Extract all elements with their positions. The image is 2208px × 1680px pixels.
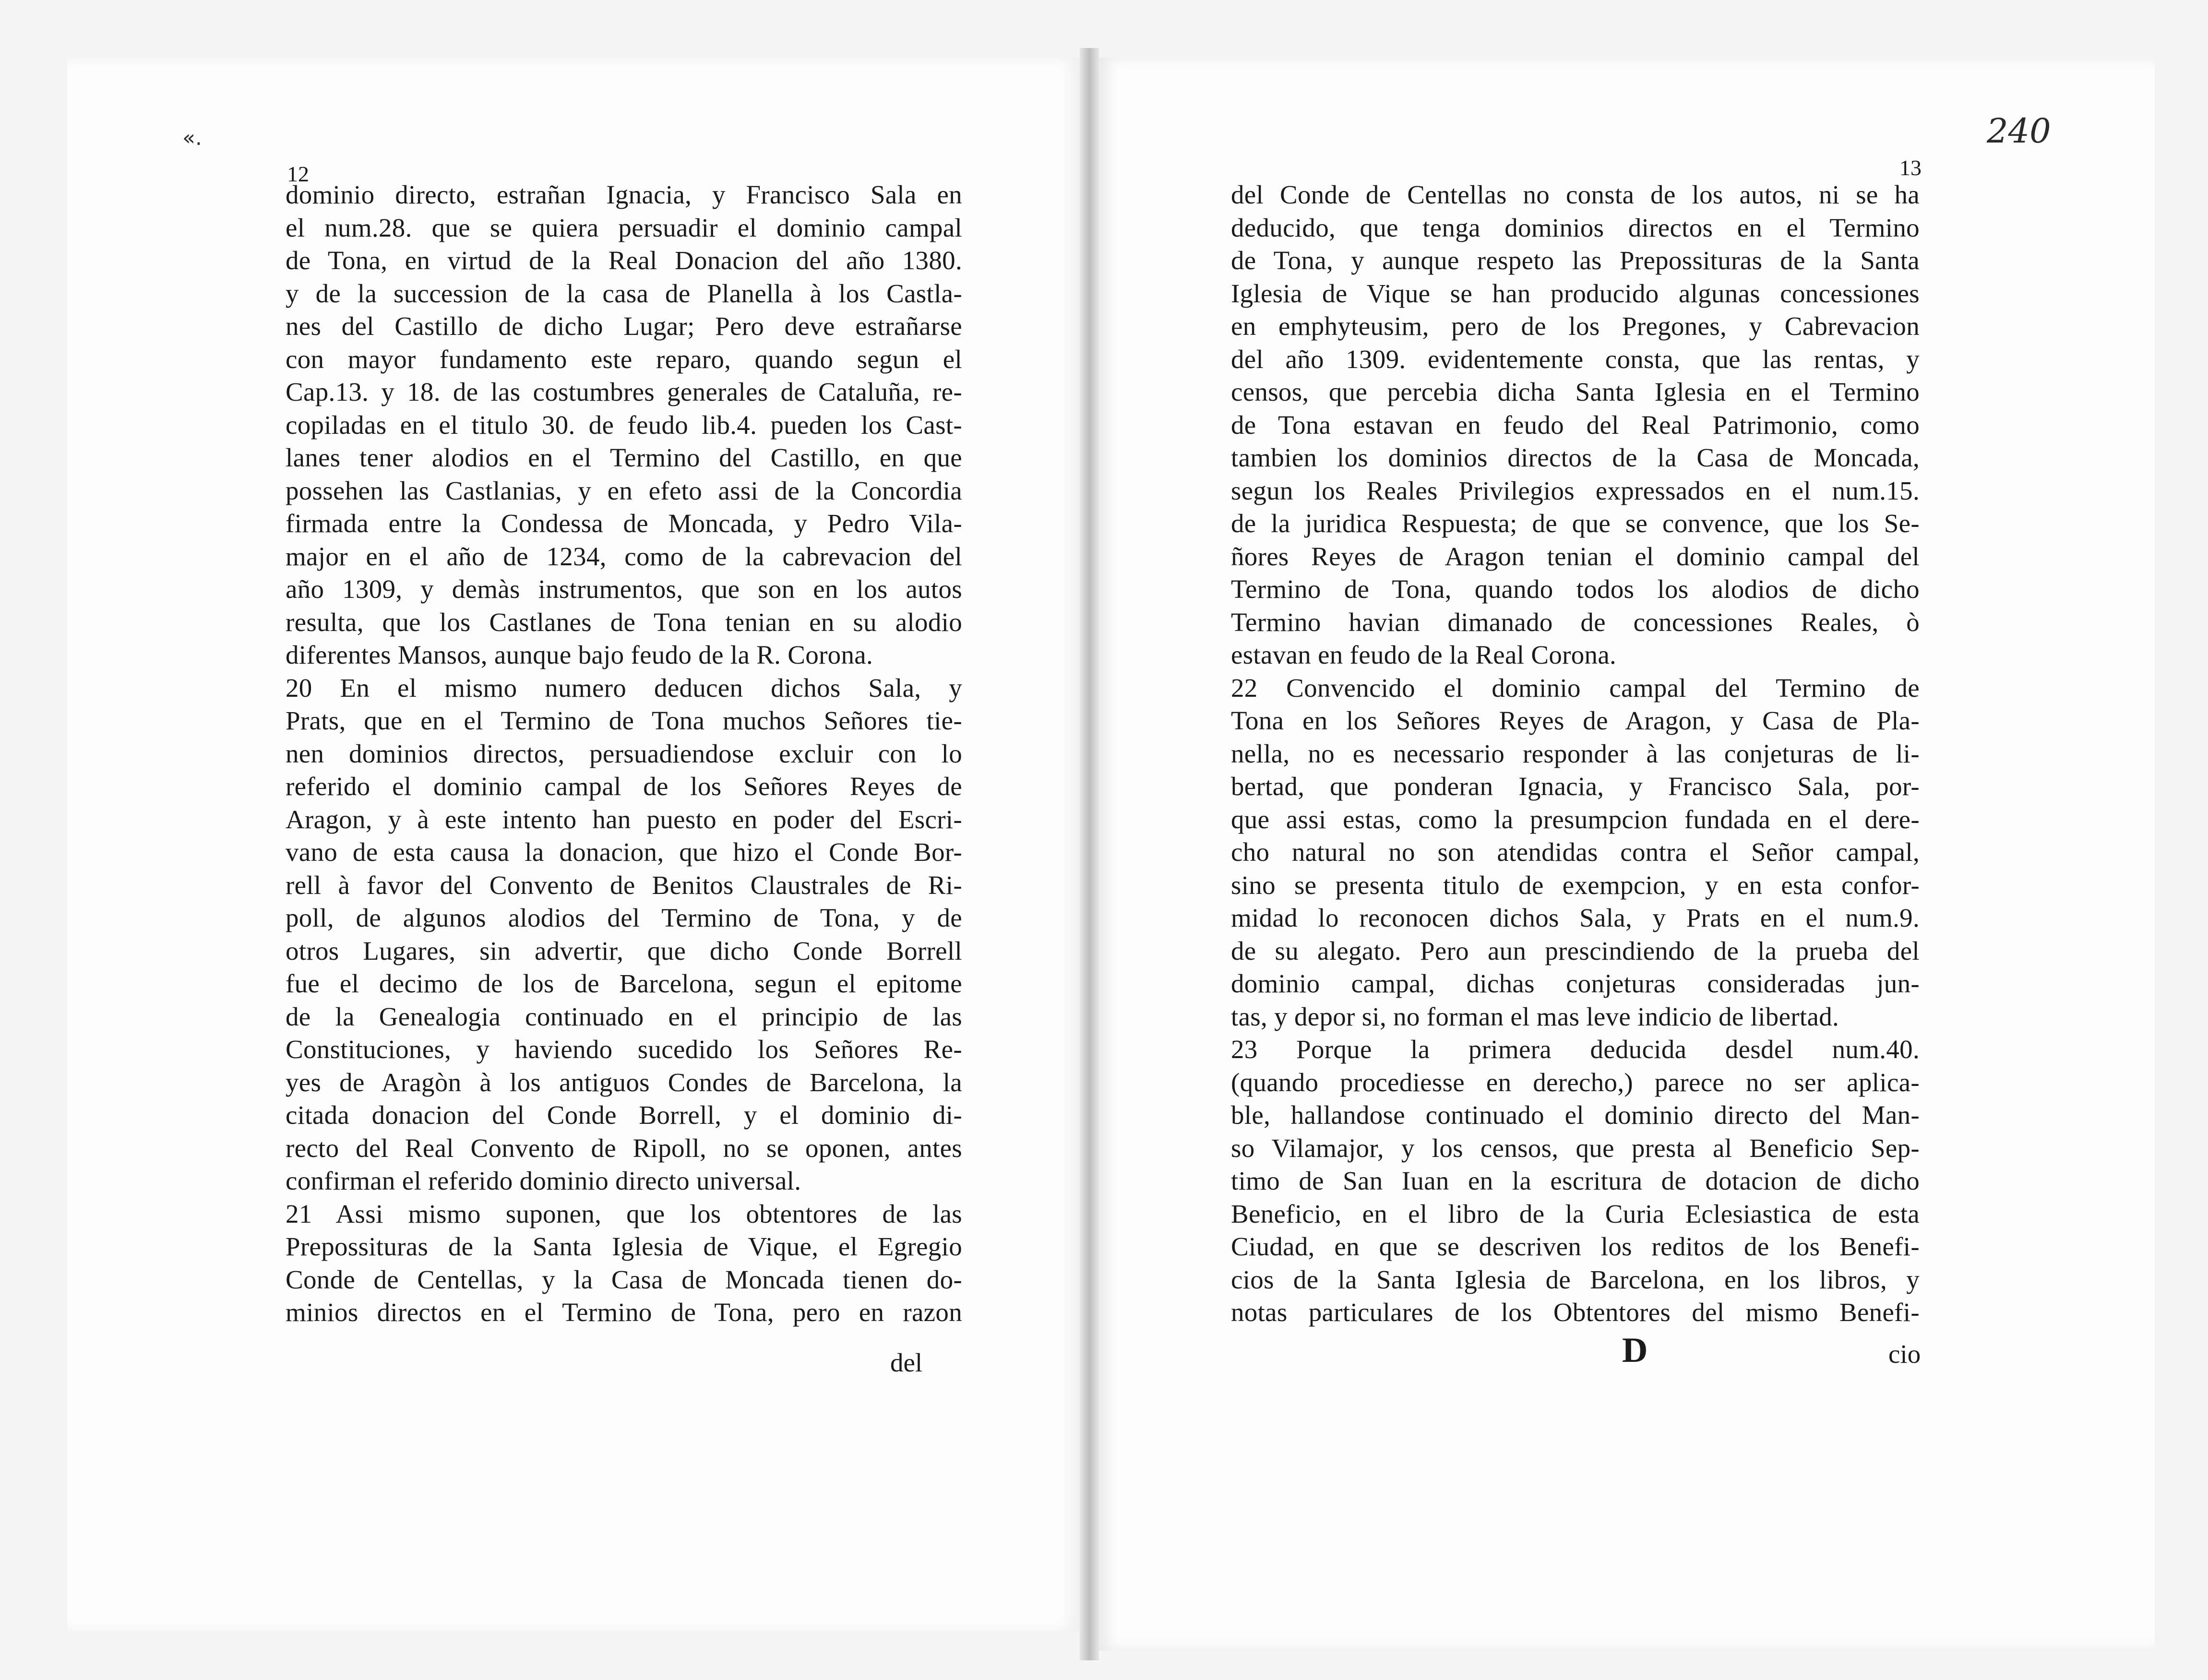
signature-mark: D xyxy=(1622,1331,1648,1370)
text-line: firmada entre la Condessa de Moncada, y Pedro Vila- xyxy=(286,509,962,538)
left-catchword: del xyxy=(890,1348,923,1377)
text-line: año 1309, y demàs instrumentos, que son en los autos xyxy=(286,574,962,604)
text-line: ble, hallandose continuado el dominio directo del Man- xyxy=(1231,1100,1920,1130)
text-line: citada donacion del Conde Borrell, y el dominio di- xyxy=(286,1100,962,1130)
text-line: notas particulares de los Obtentores del mismo Benefi- xyxy=(1231,1298,1920,1327)
text-line: timo de San Iuan en la escritura de dotacion de dicho xyxy=(1231,1166,1920,1195)
text-line: fue el decimo de los de Barcelona, segun el epitome xyxy=(286,969,962,998)
text-line: de Tona, en virtud de la Real Donacion del año 1380. xyxy=(286,246,962,275)
text-line: del Conde de Centellas no consta de los autos, ni se ha xyxy=(1231,180,1920,209)
text-line: de Tona estavan en feudo del Real Patrimonio, como xyxy=(1231,410,1920,440)
right-page-text xyxy=(1231,179,1920,1329)
text-line: minios directos en el Termino de Tona, pero en razon xyxy=(286,1298,962,1327)
left-corner-mark: «. xyxy=(182,126,202,150)
book-gutter xyxy=(1080,48,1099,1660)
text-line: major en el año de 1234, como de la cabrevacion del xyxy=(286,541,962,571)
text-line: lanes tener alodios en el Termino del Castillo, en que xyxy=(286,443,962,472)
text-line: Constituciones, y haviendo sucedido los Señores Re- xyxy=(286,1035,962,1064)
text-line: dominio campal, dichas conjeturas consideradas jun- xyxy=(1231,969,1920,998)
text-line: yes de Aragòn à los antiguos Condes de Barcelona, la xyxy=(286,1067,962,1097)
right-catchword: cio xyxy=(1888,1339,1921,1369)
text-line: resulta, que los Castlanes de Tona tenian en su alodio xyxy=(286,607,962,637)
text-line: tambien los dominios directos de la Casa de Moncada, xyxy=(1231,443,1920,472)
text-line: confirman el referido dominio directo universal. xyxy=(286,1166,801,1195)
text-line: ñores Reyes de Aragon tenian el dominio campal del xyxy=(1231,541,1920,571)
text-line: que assi estas, como la presumpcion fundada en el dere- xyxy=(1231,804,1920,834)
text-line: 23 Porque la primera deducida desdel num.40. xyxy=(1231,1035,1920,1064)
text-line: sino se presenta titulo de exempcion, y en esta confor- xyxy=(1231,870,1920,900)
text-line: Termino havian dimanado de concessiones Reales, ò xyxy=(1231,607,1920,637)
text-line: midad lo reconocen dichos Sala, y Prats en el num.9. xyxy=(1231,903,1920,932)
text-line: del año 1309. evidentemente consta, que las rentas, y xyxy=(1231,344,1920,374)
text-line: Conde de Centellas, y la Casa de Moncada tienen do- xyxy=(286,1264,962,1294)
text-line: diferentes Mansos, aunque bajo feudo de la R. Corona. xyxy=(286,640,873,669)
text-line: el num.28. que se quiera persuadir el dominio campal xyxy=(286,213,962,242)
text-line: Prepossituras de la Santa Iglesia de Vique, el Egregio xyxy=(286,1232,962,1261)
text-line: nen dominios directos, persuadiendose excluir con lo xyxy=(286,739,962,768)
text-line: de la Genealogia continuado en el principio de las xyxy=(286,1001,962,1031)
text-line: segun los Reales Privilegios expressados en el num.15. xyxy=(1231,476,1920,505)
right-page-number: 13 xyxy=(1899,155,1922,180)
text-line: 22 Convencido el dominio campal del Termino de xyxy=(1231,673,1920,703)
left-page-number: 12 xyxy=(287,162,309,186)
text-line: cios de la Santa Iglesia de Barcelona, en los libros, y xyxy=(1231,1264,1920,1294)
text-line: estavan en feudo de la Real Corona. xyxy=(1231,640,1617,669)
text-line: Termino de Tona, quando todos los alodios de dicho xyxy=(1231,574,1920,604)
text-line: de su alegato. Pero aun prescindiendo de la prueba del xyxy=(1231,936,1920,965)
text-line: en emphyteusim, pero de los Pregones, y Cabrevacion xyxy=(1231,311,1920,341)
text-line: con mayor fundamento este reparo, quando segun el xyxy=(286,344,962,374)
left-page-text xyxy=(286,179,962,1329)
text-line: nes del Castillo de dicho Lugar; Pero deve estrañarse xyxy=(286,311,962,341)
text-line: de Tona, y aunque respeto las Prepossituras de la Santa xyxy=(1231,246,1920,275)
text-line: dominio directo, estrañan Ignacia, y Francisco Sala en xyxy=(286,180,962,209)
text-line: 20 En el mismo numero deducen dichos Sala, y xyxy=(286,673,962,703)
text-line: bertad, que ponderan Ignacia, y Francisco Sala, por- xyxy=(1231,772,1920,801)
text-line: Beneficio, en el libro de la Curia Eclesiastica de esta xyxy=(1231,1199,1920,1228)
text-line: Cap.13. y 18. de las costumbres generales de Cataluña, re- xyxy=(286,377,962,406)
text-line: referido el dominio campal de los Señores Reyes de xyxy=(286,772,962,801)
text-line: (quando procediesse en derecho,) parece no ser aplica- xyxy=(1231,1067,1920,1097)
text-line: copiladas en el titulo 30. de feudo lib.4. pueden los Cast- xyxy=(286,410,962,440)
text-line: Tona en los Señores Reyes de Aragon, y Casa de Pla- xyxy=(1231,706,1920,735)
text-line: nella, no es necessario responder à las conjeturas de li- xyxy=(1231,739,1920,768)
text-line: cho natural no son atendidas contra el Señor campal, xyxy=(1231,837,1920,867)
text-line: de la juridica Respuesta; de que se convence, que los Se- xyxy=(1231,509,1920,538)
text-line: vano de esta causa la donacion, que hizo el Conde Bor- xyxy=(286,837,962,867)
text-line: so Vilamajor, y los censos, que presta al Beneficio Sep- xyxy=(1231,1133,1920,1163)
text-line: Iglesia de Vique se han producido algunas concessiones xyxy=(1231,278,1920,308)
text-line: Prats, que en el Termino de Tona muchos Señores tie- xyxy=(286,706,962,735)
text-line: possehen las Castlanias, y en efeto assi de la Concordia xyxy=(286,476,962,505)
text-line: 21 Assi mismo suponen, que los obtentores de las xyxy=(286,1199,962,1228)
handwritten-folio-number: 240 xyxy=(1987,111,2051,151)
text-line: censos, que percebia dicha Santa Iglesia en el Termino xyxy=(1231,377,1920,406)
text-line: y de la succession de la casa de Planella à los Castla- xyxy=(286,278,962,308)
text-line: rell à favor del Convento de Benitos Claustrales de Ri- xyxy=(286,870,962,900)
text-line: Aragon, y à este intento han puesto en poder del Escri- xyxy=(286,804,962,834)
text-line: tas, y depor si, no forman el mas leve indicio de libertad. xyxy=(1231,1001,1839,1031)
text-line: recto del Real Convento de Ripoll, no se oponen, antes xyxy=(286,1133,962,1163)
text-line: Ciudad, en que se descriven los reditos de los Benefi- xyxy=(1231,1232,1920,1261)
text-line: otros Lugares, sin advertir, que dicho Conde Borrell xyxy=(286,936,962,965)
text-line: deducido, que tenga dominios directos en el Termino xyxy=(1231,213,1920,242)
text-line: poll, de algunos alodios del Termino de Tona, y de xyxy=(286,903,962,932)
